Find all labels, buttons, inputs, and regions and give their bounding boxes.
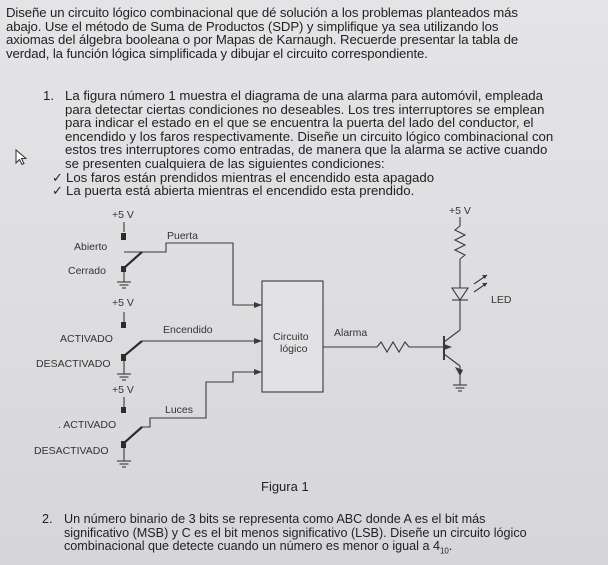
intro-line: abajo. Use el método de Suma de Productos (SDP) y simplifique ya sea utilizando los — [6, 18, 499, 34]
arrow-head — [254, 302, 262, 308]
question-2-number: 2. — [42, 512, 53, 526]
condition-text: Los faros están prendidos mientras el encendido esta apagado — [66, 169, 435, 185]
door-switch-lever — [124, 252, 142, 268]
question-1-line: estos tres interruptores como entradas, de manera que la alarma se active cuando — [65, 142, 548, 158]
lights-on-label: . ACTIVADO — [58, 419, 117, 431]
door-signal-wire — [142, 243, 262, 305]
door-closed-label: Cerrado — [68, 265, 106, 277]
lights-off-label: DESACTIVADO — [34, 445, 109, 457]
question-2-line: Un número binario de 3 bits se representa como ABC donde A es el bit más — [64, 512, 486, 526]
door-open-label: Abierto — [74, 241, 108, 253]
condition-text: La puerta está abierta mientras el encendido esta prendido. — [66, 183, 415, 199]
question-1-line: para detectar ciertas condiciones no deseables. Los tres interruptores se emplean — [65, 101, 545, 117]
logic-box-label: Circuito — [273, 331, 309, 343]
alarm-coil — [455, 226, 465, 259]
question-2 — [42, 513, 602, 558]
ignition-on-label: ACTIVADO — [60, 333, 113, 345]
arrow-head — [254, 338, 262, 344]
ignition-signal-label: Encendido — [163, 324, 213, 336]
arrow-head — [444, 344, 452, 350]
question-1-number: 1. — [43, 88, 54, 103]
intro-line: verdad, la función lógica simplificada y dibujar el circuito correspondiente. — [6, 45, 428, 61]
check-icon: ✓ — [52, 169, 64, 185]
question-1-line: para indicar el estado en el que se encuentra la puerta del lado del conductor, el — [65, 115, 534, 131]
lights-signal-wire — [142, 372, 262, 427]
ignition-switch-lever — [124, 341, 142, 356]
question-1-line: La figura número 1 muestra el diagrama de una alarma para automóvil, empleada — [65, 88, 543, 103]
supply-label: +5 V — [112, 209, 134, 221]
switch-contact — [121, 233, 126, 240]
alarm-label: Alarma — [334, 327, 368, 339]
check-icon: ✓ — [52, 183, 64, 199]
figure-caption: Figura 1 — [261, 479, 309, 494]
question-1-line: se presenten cualquiera de las siguientes condiciones: — [65, 155, 385, 171]
arrow-head — [254, 369, 262, 375]
intro-line: axiomas del álgebra booleana o por Mapas de Karnaugh. Recuerde presentar la tabla de — [6, 32, 519, 48]
supply-label: +5 V — [112, 297, 134, 309]
ignition-off-label: DESACTIVADO — [36, 358, 111, 370]
question-2-line: significativo (MSB) y C es el bit menos significativo (LSB). Diseñe un circuito lógico — [64, 525, 527, 540]
base-subscript: 10 — [439, 546, 449, 556]
logic-box-label: lógico — [280, 343, 308, 355]
supply-label: +5 V — [112, 384, 134, 396]
question-2-end: . — [448, 539, 453, 554]
led-diode — [452, 288, 468, 300]
door-signal-label: Puerta — [167, 230, 198, 242]
question-1-line: encendido y los faros respectivamente. Diseñe un circuito lógico combinacional con — [65, 128, 554, 144]
question-2-line: combinacional que detecte cuando un número es menor o igual a 4 — [64, 539, 440, 554]
supply-label: +5 V — [449, 205, 471, 217]
resistor — [377, 342, 409, 352]
intro-line: Diseñe un circuito lógico combinacional que dé solución a los problemas planteados más — [6, 5, 518, 20]
lights-signal-label: Luces — [165, 404, 194, 416]
led-label: LED — [491, 294, 512, 306]
lights-switch-lever — [124, 427, 142, 443]
